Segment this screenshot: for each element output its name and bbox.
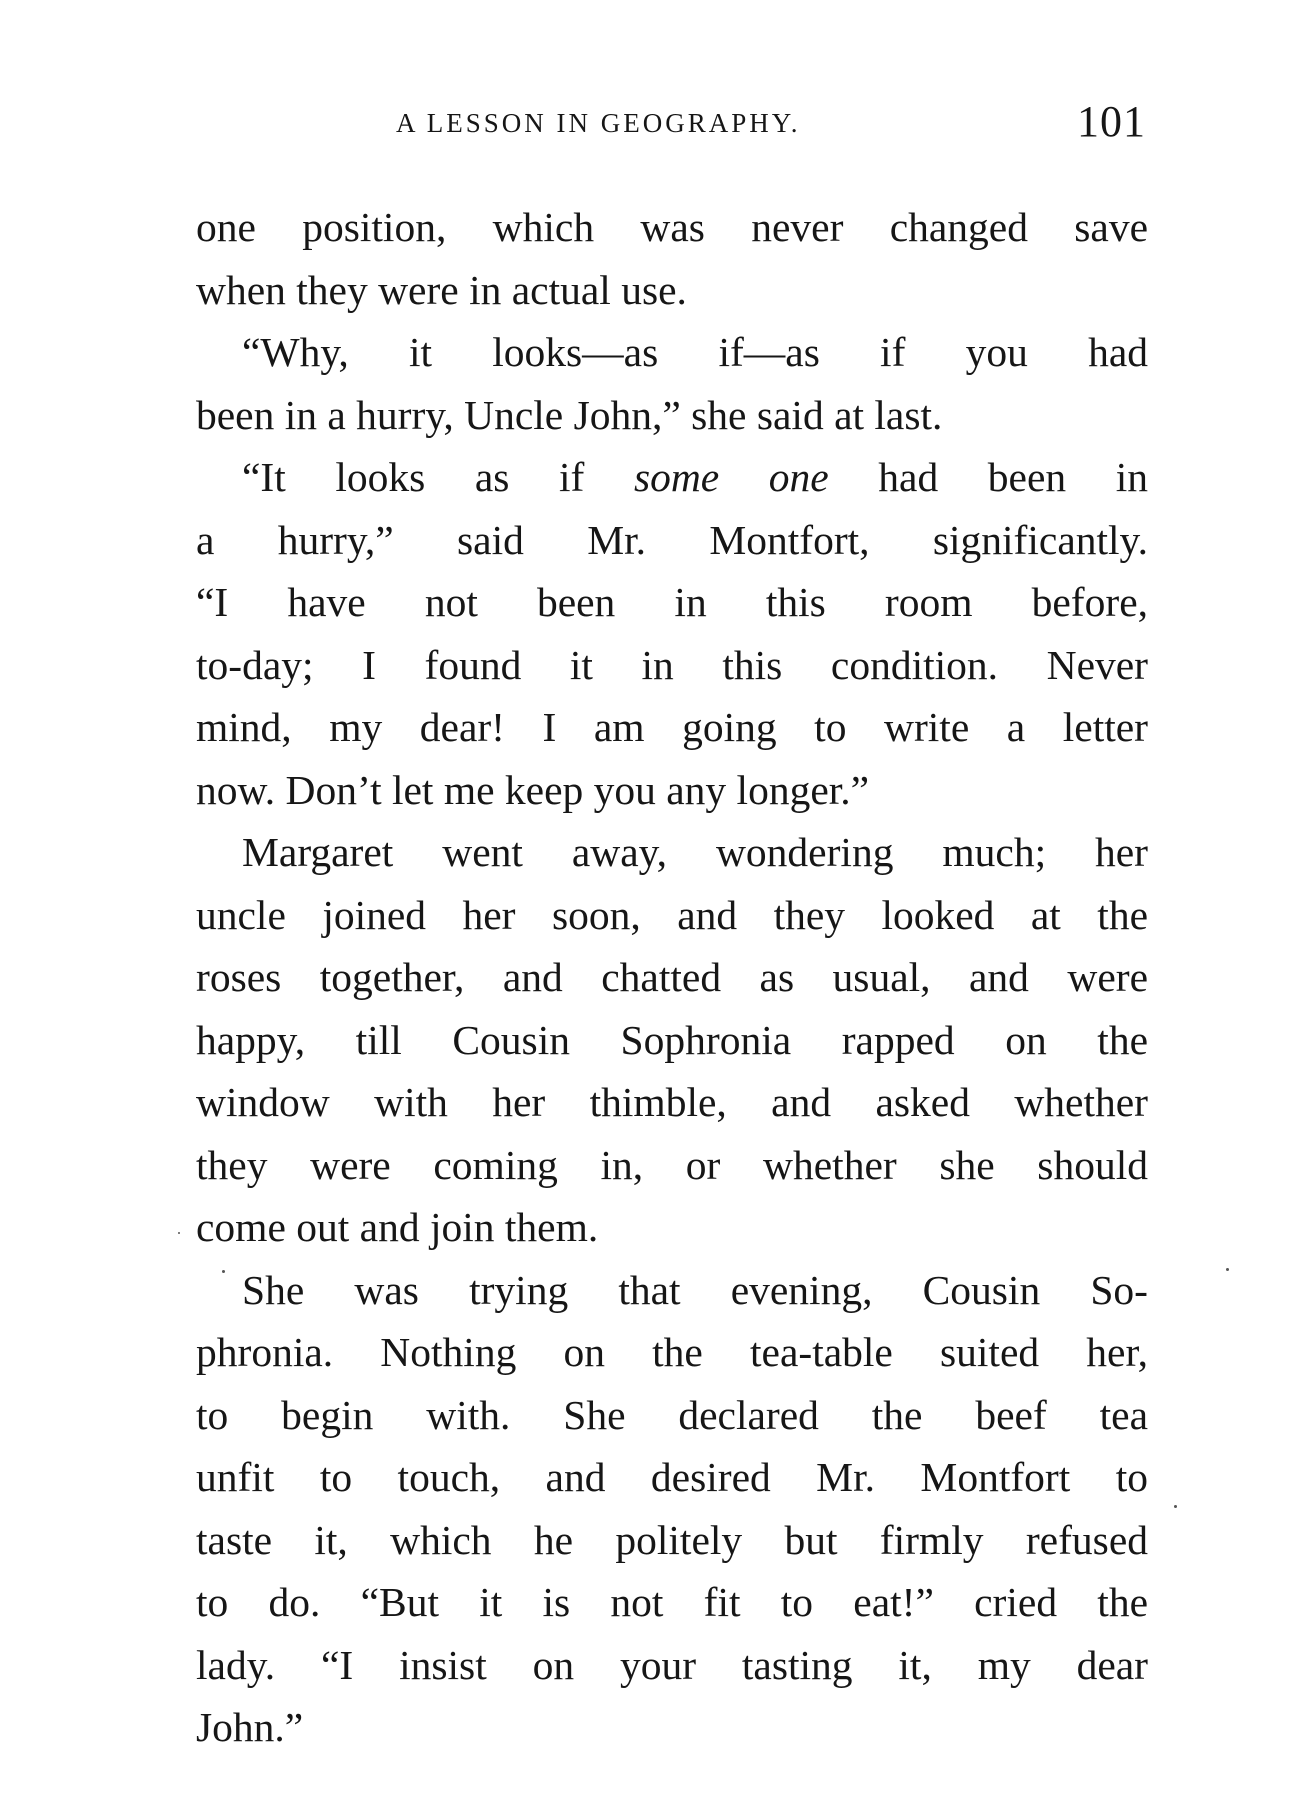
text-line: roses together, and chatted as usual, and were	[196, 954, 1148, 1000]
text-line: to begin with. She declared the beef tea	[196, 1391, 1148, 1438]
text-line: lady. “I insist on your tasting it, my dear	[196, 1641, 1148, 1688]
text-line	[196, 446, 1148, 509]
text-line: “I have not been in this room before,	[196, 579, 1148, 625]
text-line: John.”	[196, 1704, 304, 1750]
text-line: window with her thimble, and asked whether	[196, 1079, 1148, 1125]
text-line: Margaret went away, wondering much; her	[242, 829, 1148, 875]
text-line: to do. “But it is not fit to eat!” cried the	[196, 1579, 1148, 1625]
text-line: unfit to touch, and desired Mr. Montfort to	[196, 1454, 1148, 1500]
text-line: they were coming in, or whether she should	[196, 1141, 1148, 1188]
text-line: She was trying that evening, Cousin So-	[242, 1266, 1148, 1313]
text-line: come out and join them.	[196, 1204, 599, 1250]
page-number: 101	[1077, 97, 1146, 146]
text-line: a hurry,” said Mr. Montfort, significantly.	[196, 516, 1148, 563]
italic-phrase: some one	[633, 454, 829, 500]
paper-speck	[222, 1270, 225, 1273]
line-segment: “It looks as if	[242, 454, 634, 500]
text-line: mind, my dear! I am going to write a letter	[196, 704, 1148, 750]
running-head	[196, 96, 1146, 156]
paper-speck	[178, 1232, 180, 1234]
text-line: one position, which was never changed save	[196, 204, 1148, 250]
text-line: now. Don’t let me keep you any longer.”	[196, 766, 870, 813]
running-title: A LESSON IN GEOGRAPHY.	[396, 108, 801, 138]
paper-speck	[1226, 1268, 1229, 1271]
text-line: been in a hurry, Uncle John,” she said at last.	[196, 391, 943, 438]
body-text	[196, 196, 1148, 1759]
text-line: taste it, which he politely but firmly refused	[196, 1516, 1148, 1563]
paper-speck	[1174, 1505, 1177, 1508]
text-line: to-day; I found it in this condition. Never	[196, 641, 1148, 688]
text-line: uncle joined her soon, and they looked at the	[196, 891, 1148, 938]
text-line: phronia. Nothing on the tea-table suited her,	[196, 1329, 1148, 1375]
text-line: “Why, it looks—as if—as if you had	[242, 329, 1148, 375]
text-line: happy, till Cousin Sophronia rapped on the	[196, 1016, 1148, 1063]
text-line: when they were in actual use.	[196, 266, 687, 313]
line-segment: had been in	[828, 454, 1149, 500]
